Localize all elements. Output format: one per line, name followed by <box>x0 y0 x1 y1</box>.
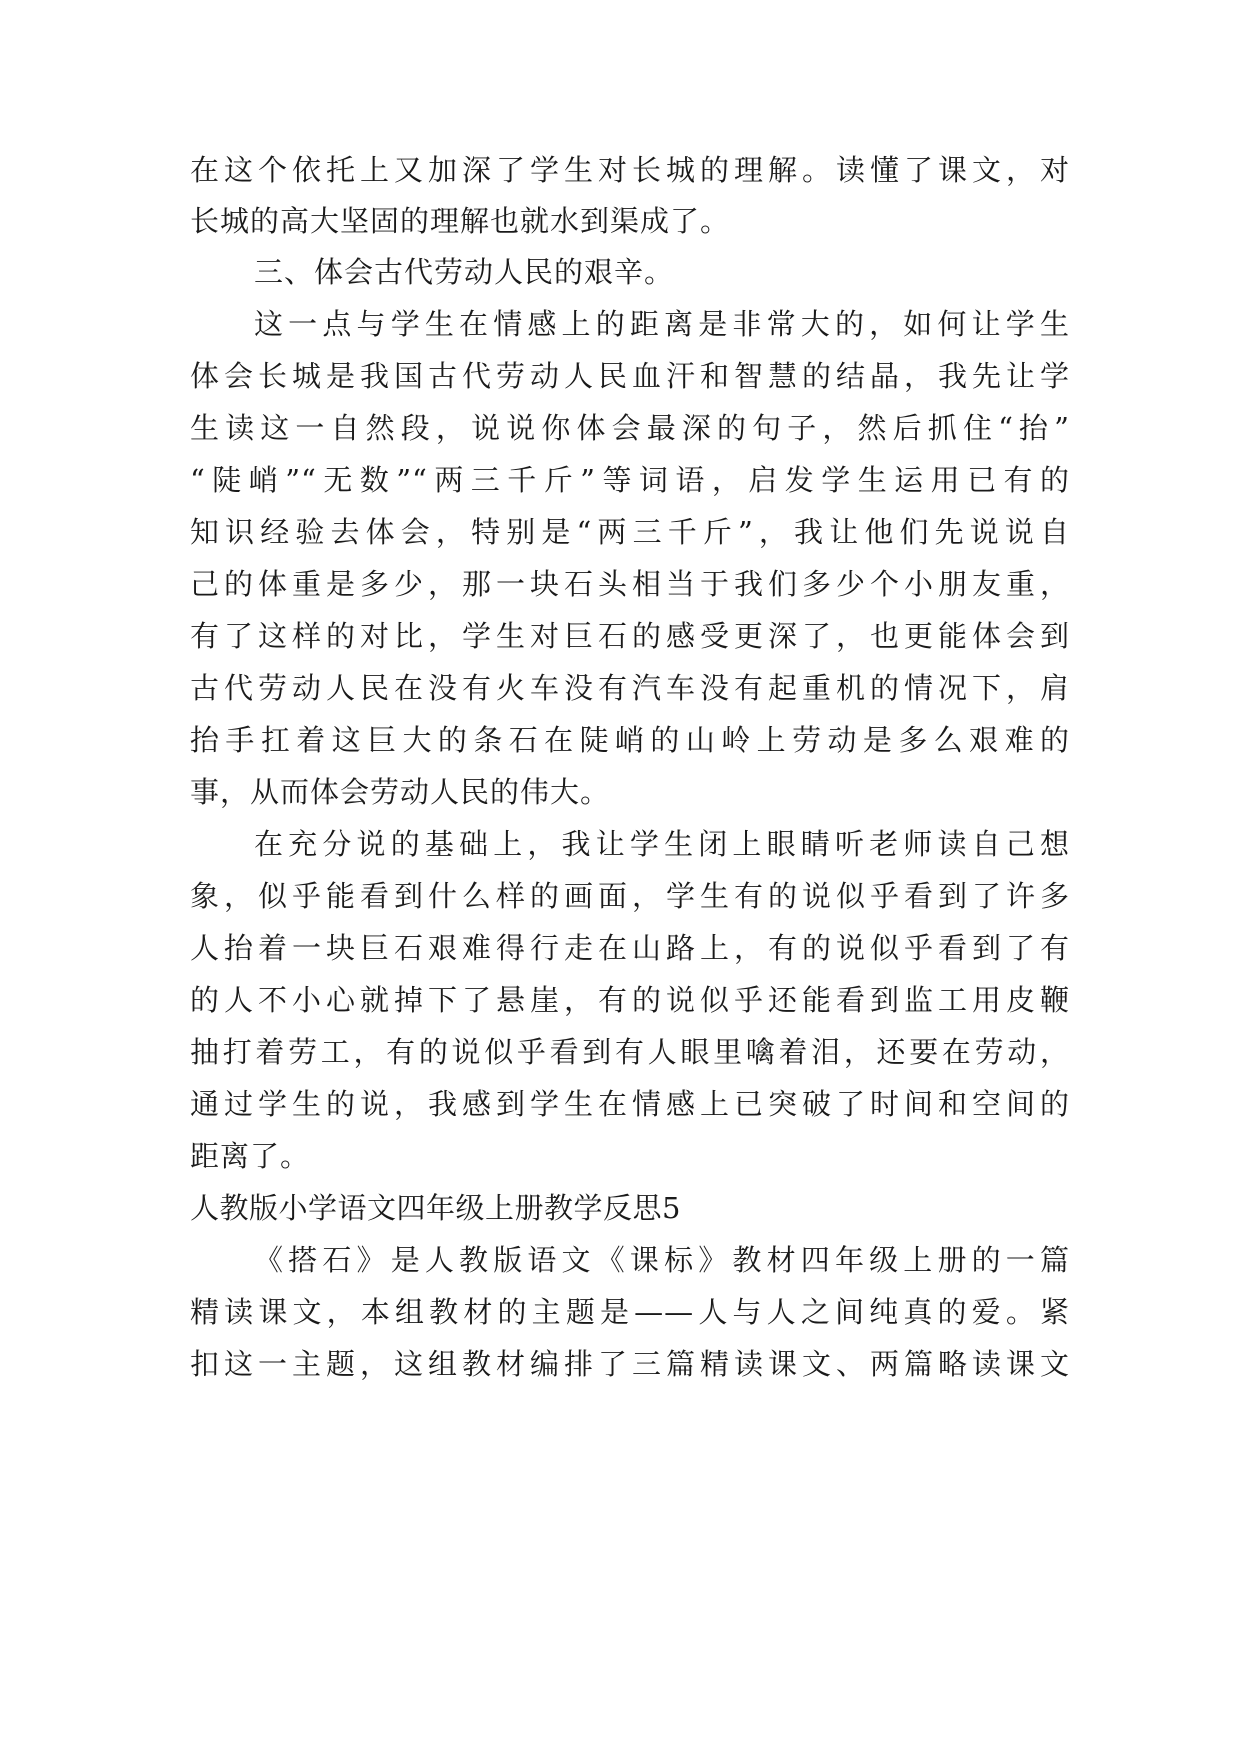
paragraph-line: 有了这样的对比，学生对巨石的感受更深了，也更能体会到 <box>190 619 1070 653</box>
paragraph-line: 在这个依托上又加深了学生对长城的理解。读懂了课文，对 <box>190 153 1070 187</box>
paragraph-line: 事，从而体会劳动人民的伟大。 <box>190 775 611 809</box>
paragraph-line: 在充分说的基础上，我让学生闭上眼睛听老师读自己想 <box>254 827 1070 861</box>
paragraph-line: 象，似乎能看到什么样的画面，学生有的说似乎看到了许多 <box>190 879 1070 913</box>
paragraph-line: 人抬着一块巨石艰难得行走在山路上，有的说似乎看到了有 <box>190 931 1070 965</box>
paragraph-line: 精读课文，本组教材的主题是——人与人之间纯真的爱。紧 <box>190 1295 1070 1329</box>
paragraph-line: 距离了。 <box>190 1139 311 1173</box>
paragraph-line: 长城的高大坚固的理解也就水到渠成了。 <box>190 204 731 238</box>
section-heading: 三、体会古代劳动人民的艰辛。 <box>254 255 675 289</box>
section-title: 人教版小学语文四年级上册教学反思5 <box>190 1191 681 1225</box>
paragraph-line: 知识经验去体会，特别是“两三千斤”，我让他们先说说自 <box>190 515 1070 549</box>
paragraph-line: “陡峭”“无数”“两三千斤”等词语，启发学生运用已有的 <box>190 463 1070 497</box>
paragraph-line: 体会长城是我国古代劳动人民血汗和智慧的结晶，我先让学 <box>190 359 1070 393</box>
paragraph-line: 的人不小心就掉下了悬崖，有的说似乎还能看到监工用皮鞭 <box>190 983 1070 1017</box>
paragraph-line: 《搭石》是人教版语文《课标》教材四年级上册的一篇 <box>254 1243 1070 1277</box>
paragraph-line: 扣这一主题，这组教材编排了三篇精读课文、两篇略读课文 <box>190 1347 1070 1381</box>
paragraph-line: 抬手扛着这巨大的条石在陡峭的山岭上劳动是多么艰难的 <box>190 723 1070 757</box>
paragraph-line: 抽打着劳工，有的说似乎看到有人眼里噙着泪，还要在劳动， <box>190 1035 1070 1069</box>
paragraph-line: 生读这一自然段，说说你体会最深的句子，然后抓住“抬” <box>190 411 1070 445</box>
paragraph-line: 古代劳动人民在没有火车没有汽车没有起重机的情况下，肩 <box>190 671 1070 705</box>
paragraph-line: 己的体重是多少，那一块石头相当于我们多少个小朋友重， <box>190 567 1070 601</box>
paragraph-line: 通过学生的说，我感到学生在情感上已突破了时间和空间的 <box>190 1087 1070 1121</box>
paragraph-line: 这一点与学生在情感上的距离是非常大的，如何让学生 <box>254 307 1070 341</box>
